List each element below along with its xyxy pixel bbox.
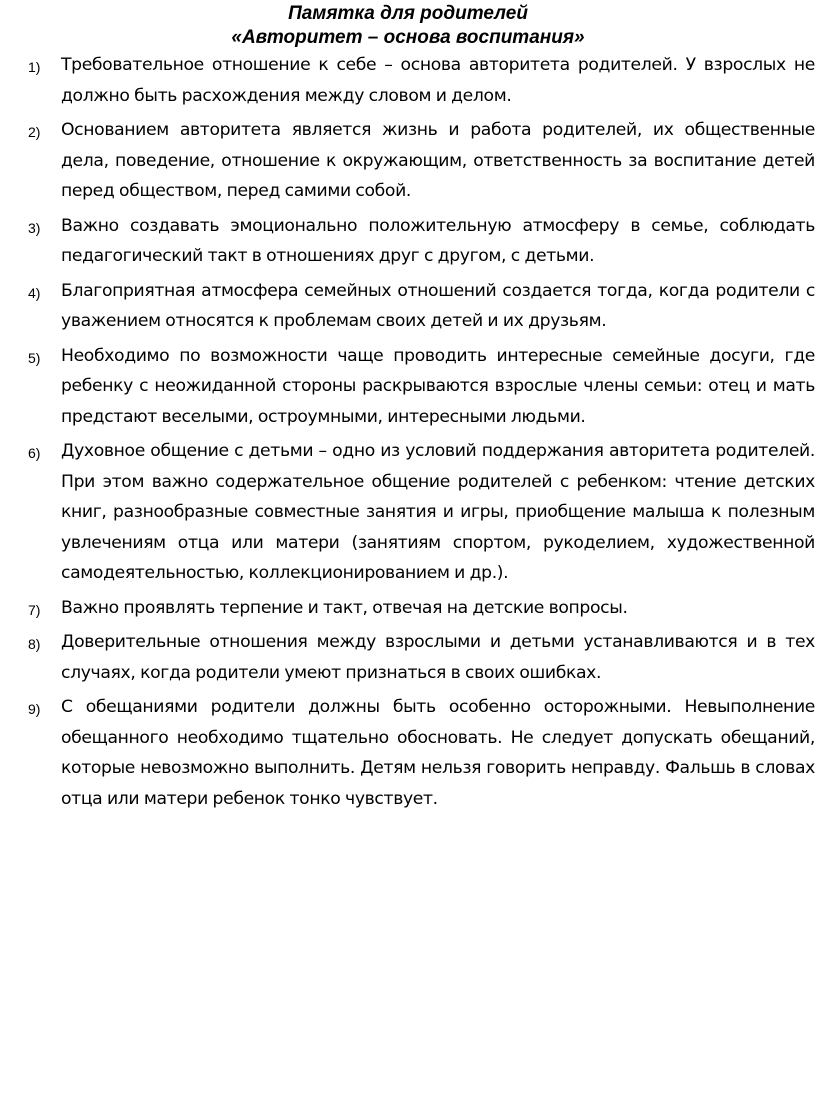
item-number: 8): [28, 636, 41, 652]
list-item: [0, 211, 816, 272]
title-line-1: Памятка для родителей: [288, 3, 528, 24]
item-text: Доверительные отношения между взрослыми и детьми устанавливаются и в тех случаях, когда родители умеют признаться в своих ошибках.: [61, 632, 815, 683]
list-item: [0, 276, 816, 337]
list-item: [0, 50, 816, 111]
item-text: Духовное общение с детьми – одно из условий поддержания авторитета родителей. При этом важно содержательное общение родителей с ребенком: чтение детских книг, разнообразные совместные занятия и игры, приобщение малыша к полезным увлечениям отца или матери (занятиям спортом, рукоделием, художественной самодеятельностью, коллекционированием и др.).: [61, 441, 815, 583]
item-number: 1): [28, 59, 41, 75]
title-line-2: «Авторитет – основа воспитания»: [231, 27, 585, 48]
item-number: 6): [28, 445, 41, 461]
item-number: 4): [28, 284, 41, 301]
list-item: [0, 341, 816, 433]
item-text: С обещаниями родители должны быть особенно осторожными. Невыполнение обещанного необходимо тщательно обосновать. Не следует допускать обещаний, которые невозможно выполнить. Детям нельзя говорить неправду. Фальшь в словах отца или матери ребенок тонко чувствует.: [61, 697, 815, 809]
list-item: [0, 115, 816, 207]
item-text: Основанием авторитета является жизнь и работа родителей, их общественные дела, поведение, отношение к окружающим, ответственность за воспитание детей перед обществом, перед самими собой.: [61, 120, 815, 201]
item-number: 3): [28, 219, 41, 236]
item-text: Важно создавать эмоционально положительную атмосферу в семье, соблюдать педагогический такт в отношениях друг с другом, с детьми.: [61, 215, 815, 266]
item-number: 7): [28, 601, 41, 618]
document-title: [0, 2, 816, 50]
list-item: [0, 692, 816, 814]
item-text: Важно проявлять терпение и такт, отвечая на детские вопросы.: [61, 597, 628, 618]
advice-list: [0, 50, 816, 818]
item-text: Требовательное отношение к себе – основа авторитета родителей. У взрослых не должно быть расхождения между словом и делом.: [61, 55, 815, 106]
list-item: [0, 593, 816, 624]
list-item: [0, 436, 816, 589]
item-number: 2): [28, 124, 41, 140]
item-number: 9): [28, 701, 41, 717]
item-text: Благоприятная атмосфера семейных отношений создается тогда, когда родители с уважением относятся к проблемам своих детей и их друзьям.: [61, 280, 815, 331]
list-item: [0, 627, 816, 688]
item-number: 5): [28, 349, 41, 366]
item-text: Необходимо по возможности чаще проводить интересные семейные досуги, где ребенку с неожиданной стороны раскрываются взрослые члены семьи: отец и мать предстают веселыми, остроумными, интересными людьми.: [61, 345, 815, 427]
